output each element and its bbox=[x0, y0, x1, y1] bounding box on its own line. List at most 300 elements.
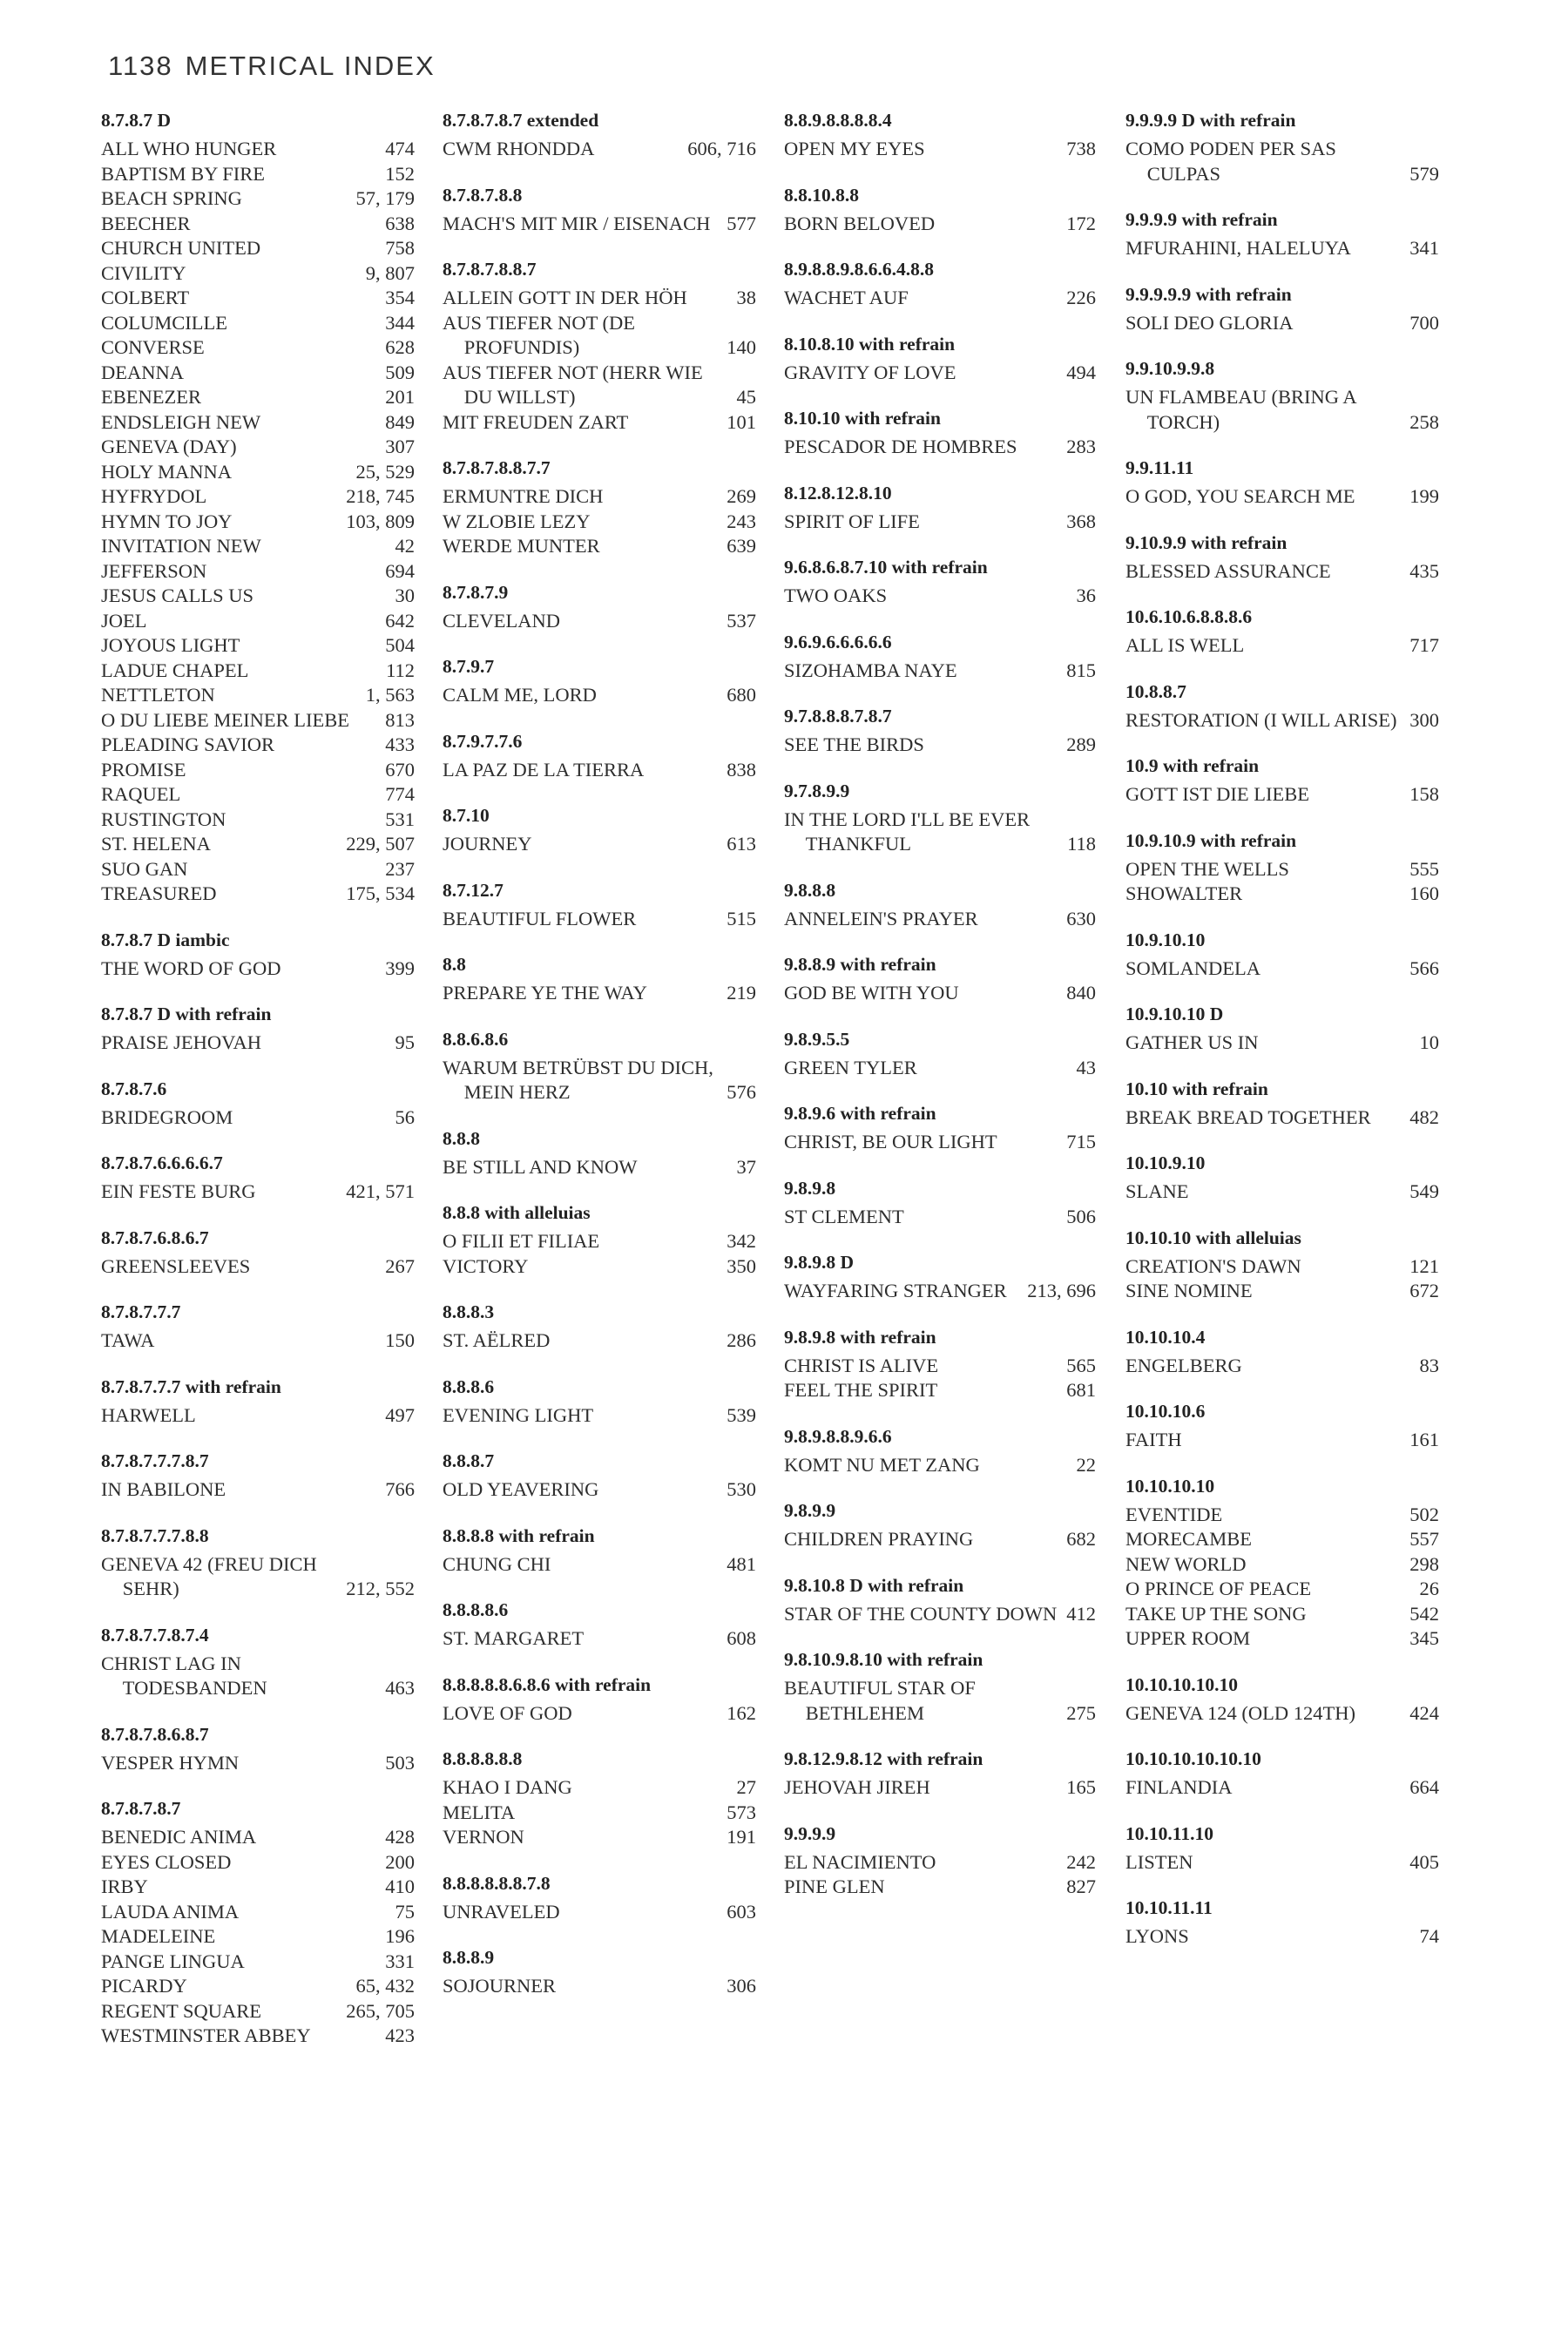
tune-name: GOTT IST DIE LIEBE bbox=[1125, 783, 1310, 805]
tune-name: LOVE OF GOD bbox=[443, 1701, 572, 1724]
hymn-numbers: 25, 529 bbox=[355, 460, 415, 483]
hymn-numbers: 83 bbox=[1419, 1354, 1439, 1376]
tune-entry bbox=[443, 212, 756, 237]
hymn-numbers: 504 bbox=[385, 634, 415, 656]
tune-entry bbox=[784, 1205, 1096, 1230]
hymn-numbers: 682 bbox=[1066, 1528, 1096, 1550]
meter-section bbox=[443, 1200, 756, 1279]
hymn-numbers: 670 bbox=[385, 758, 415, 781]
meter-section bbox=[443, 878, 756, 932]
tune-name: OPEN MY EYES bbox=[784, 138, 925, 159]
tune-name: BRIDEGROOM bbox=[101, 1105, 233, 1128]
meter-heading: 8.7.8.7 D iambic bbox=[101, 929, 230, 950]
hymn-numbers: 410 bbox=[385, 1876, 415, 1897]
tune-entry bbox=[101, 1924, 415, 1950]
meter-section bbox=[443, 803, 756, 857]
tune-name: DEANNA bbox=[101, 361, 184, 383]
tune-name: BENEDIC ANIMA bbox=[101, 1826, 257, 1848]
hymn-numbers: 218, 745 bbox=[346, 485, 415, 507]
meter-heading: 8.7.8.7.6.8.6.7 bbox=[101, 1227, 209, 1248]
meter-heading: 8.7.8.7.9 bbox=[443, 581, 509, 603]
tune-entry bbox=[443, 907, 756, 932]
meter-heading: 9.6.8.6.8.7.10 with refrain bbox=[784, 557, 988, 578]
meter-heading: 8.7.8.7.8.7 bbox=[101, 1798, 181, 1819]
tune-name: JOURNEY bbox=[443, 833, 532, 855]
hymn-numbers: 103, 809 bbox=[346, 510, 415, 532]
meter-heading: 9.8.9.8.8.9.6.6 bbox=[784, 1425, 892, 1447]
tune-entry bbox=[784, 1602, 1096, 1627]
meter-section bbox=[443, 1524, 756, 1578]
meter-heading: 8.7.9.7.7.6 bbox=[443, 730, 523, 752]
meter-heading: 9.8.9.8 bbox=[784, 1177, 836, 1199]
meter-section bbox=[784, 555, 1096, 609]
tune-entry bbox=[443, 1477, 756, 1503]
meter-heading: 10.10.11.10 bbox=[1125, 1822, 1213, 1844]
meter-section bbox=[101, 1002, 415, 1056]
meter-section bbox=[1125, 1399, 1439, 1453]
meter-heading: 9.8.9.6 with refrain bbox=[784, 1103, 936, 1124]
tune-name: SUO GAN bbox=[101, 857, 188, 880]
tune-name: SPIRIT OF LIFE bbox=[784, 510, 920, 532]
tune-name: SOMLANDELA bbox=[1125, 956, 1260, 979]
tune-name: SOJOURNER bbox=[443, 1975, 557, 1997]
hymn-numbers: 700 bbox=[1409, 311, 1439, 334]
meter-heading: 10.10.10.10 bbox=[1125, 1475, 1215, 1497]
tune-entry bbox=[1125, 1254, 1439, 1280]
hymn-numbers: 531 bbox=[385, 808, 415, 830]
hymn-numbers: 613 bbox=[727, 833, 756, 855]
page-title: METRICAL INDEX bbox=[185, 51, 436, 81]
tune-name: UPPER ROOM bbox=[1125, 1627, 1251, 1649]
tune-entry bbox=[443, 510, 756, 535]
meter-heading: 8.12.8.12.8.10 bbox=[784, 482, 892, 504]
meter-heading: 8.7.8.7.7.7.8.8 bbox=[101, 1524, 209, 1546]
tune-name: WACHET AUF bbox=[784, 287, 909, 308]
hymn-numbers: 150 bbox=[385, 1329, 415, 1351]
meter-section bbox=[1125, 282, 1439, 336]
tune-entry bbox=[443, 286, 756, 311]
tune-name: LA PAZ DE LA TIERRA bbox=[443, 758, 645, 781]
tune-entry bbox=[101, 286, 415, 311]
hymn-numbers: 606, 716 bbox=[687, 138, 756, 159]
hymn-numbers: 350 bbox=[727, 1254, 756, 1277]
meter-section bbox=[443, 729, 756, 783]
hymn-numbers: 30 bbox=[395, 585, 415, 606]
meter-section bbox=[784, 257, 1096, 311]
meter-section bbox=[443, 952, 756, 1006]
index-columns bbox=[0, 108, 1568, 2321]
meter-section bbox=[1125, 1747, 1439, 1801]
meter-section bbox=[101, 1077, 415, 1131]
tune-entry bbox=[784, 659, 1096, 684]
tune-entry bbox=[784, 733, 1096, 758]
tune-name: MORECAMBE bbox=[1125, 1528, 1253, 1550]
meter-section bbox=[1125, 679, 1439, 733]
meter-section bbox=[784, 1027, 1096, 1081]
hymn-numbers: 481 bbox=[727, 1552, 756, 1575]
tune-entry bbox=[101, 956, 415, 982]
tune-entry bbox=[784, 1527, 1096, 1552]
meter-section bbox=[1125, 108, 1439, 186]
hymn-numbers: 680 bbox=[727, 684, 756, 706]
tune-entry bbox=[1125, 311, 1439, 336]
tune-name: O FILII ET FILIAE bbox=[443, 1230, 600, 1252]
tune-entry bbox=[101, 1900, 415, 1925]
tune-entry bbox=[443, 410, 756, 436]
meter-heading: 8.8.8.8.8.8 bbox=[443, 1748, 523, 1769]
meter-heading: 9.8.9.8 D bbox=[784, 1252, 855, 1273]
tune-name: JEFFERSON bbox=[101, 559, 207, 582]
hymn-numbers: 45 bbox=[736, 386, 756, 408]
meter-heading: 9.7.8.9.9 bbox=[784, 780, 850, 801]
hymn-numbers: 37 bbox=[736, 1155, 756, 1178]
meter-section bbox=[784, 704, 1096, 758]
tune-entry bbox=[784, 1354, 1096, 1379]
hymn-numbers: 497 bbox=[385, 1403, 415, 1426]
hymn-numbers: 435 bbox=[1409, 559, 1439, 582]
hymn-numbers: 118 bbox=[1067, 833, 1096, 855]
tune-name: PANGE LINGUA bbox=[101, 1950, 245, 1972]
meter-section bbox=[1125, 207, 1439, 261]
tune-entry bbox=[101, 410, 415, 436]
tune-entry bbox=[784, 1453, 1096, 1478]
hymn-numbers: 306 bbox=[727, 1975, 756, 1997]
hymn-numbers: 474 bbox=[385, 138, 415, 159]
tune-name: NEW WORLD bbox=[1125, 1552, 1247, 1575]
tune-entry bbox=[101, 683, 415, 708]
hymn-numbers: 267 bbox=[385, 1254, 415, 1277]
tune-name: BE STILL AND KNOW bbox=[443, 1155, 638, 1178]
meter-section bbox=[784, 1647, 1096, 1726]
tune-entry bbox=[443, 1155, 756, 1180]
hymn-numbers: 160 bbox=[1409, 882, 1439, 904]
tune-name: PREPARE YE THE WAY bbox=[443, 982, 647, 1004]
hymn-numbers: 664 bbox=[1409, 1776, 1439, 1798]
tune-entry bbox=[443, 137, 756, 162]
tune-entry bbox=[443, 1626, 756, 1652]
tune-entry bbox=[101, 1751, 415, 1776]
tune-name: INVITATION NEW bbox=[101, 535, 261, 557]
tune-name: CHILDREN PRAYING bbox=[784, 1528, 974, 1550]
meter-heading: 8.10.10 with refrain bbox=[784, 408, 941, 429]
hymn-numbers: 152 bbox=[385, 162, 415, 185]
tune-name: PRAISE JEHOVAH bbox=[101, 1031, 261, 1053]
hymn-numbers: 341 bbox=[1409, 237, 1439, 259]
meter-heading: 8.8.9.8.8.8.8.4 bbox=[784, 110, 892, 131]
hymn-numbers: 423 bbox=[385, 2024, 415, 2046]
hymn-numbers: 774 bbox=[385, 783, 415, 805]
tune-name: BORN BELOVED bbox=[784, 212, 936, 234]
hymn-numbers: 158 bbox=[1409, 783, 1439, 805]
hymn-numbers: 9, 807 bbox=[365, 261, 415, 284]
tune-name: LADUE CHAPEL bbox=[101, 659, 249, 681]
hymn-numbers: 289 bbox=[1066, 733, 1096, 755]
tune-entry bbox=[1125, 137, 1439, 186]
meter-heading: 9.8.8.8 bbox=[784, 879, 836, 901]
hymn-numbers: 766 bbox=[385, 1478, 415, 1500]
tune-entry bbox=[101, 1850, 415, 1876]
tune-entry bbox=[443, 534, 756, 559]
hymn-numbers: 74 bbox=[1419, 1925, 1439, 1947]
meter-section bbox=[443, 580, 756, 634]
tune-name: IN THE LORD I'LL BE EVER THANKFUL bbox=[784, 808, 1031, 855]
tune-name: AUS TIEFER NOT (HERR WIE DU WILLST) bbox=[443, 361, 703, 408]
tune-entry bbox=[443, 484, 756, 510]
index-column-3 bbox=[784, 108, 1096, 1921]
tune-name: THE WORD OF GOD bbox=[101, 956, 281, 979]
tune-name: TAKE UP THE SONG bbox=[1125, 1602, 1307, 1625]
meter-section bbox=[1125, 1325, 1439, 1379]
meter-section bbox=[784, 1821, 1096, 1900]
tune-name: O PRINCE OF PEACE bbox=[1125, 1578, 1312, 1599]
meter-heading: 8.8.8.8.8.6.8.6 with refrain bbox=[443, 1673, 652, 1695]
tune-entry bbox=[101, 1477, 415, 1503]
meter-section bbox=[443, 1747, 756, 1850]
tune-name: ST. HELENA bbox=[101, 833, 211, 855]
tune-entry bbox=[443, 1974, 756, 1999]
tune-name: CHUNG CHI bbox=[443, 1552, 551, 1575]
meter-section bbox=[1125, 605, 1439, 659]
meter-section bbox=[784, 1498, 1096, 1552]
hymn-numbers: 307 bbox=[385, 436, 415, 457]
tune-entry bbox=[443, 1552, 756, 1578]
tune-name: GOD BE WITH YOU bbox=[784, 982, 959, 1004]
meter-heading: 8.8.8.8.6 bbox=[443, 1599, 509, 1620]
tune-entry bbox=[443, 311, 756, 361]
tune-name: CHRIST IS ALIVE bbox=[784, 1354, 939, 1376]
tune-name: BEACH SPRING bbox=[101, 187, 242, 209]
tune-entry bbox=[101, 633, 415, 659]
meter-heading: 8.8.8.8 with refrain bbox=[443, 1524, 595, 1546]
tune-entry bbox=[101, 2024, 415, 2049]
meter-heading: 10.9.10.9 with refrain bbox=[1125, 829, 1297, 851]
tune-entry bbox=[101, 1875, 415, 1900]
tune-entry bbox=[1125, 633, 1439, 659]
tune-name: HYMN TO JOY bbox=[101, 510, 233, 532]
hymn-numbers: 639 bbox=[727, 535, 756, 557]
meter-section bbox=[101, 1449, 415, 1503]
hymn-numbers: 345 bbox=[1409, 1627, 1439, 1649]
tune-entry bbox=[784, 1775, 1096, 1801]
hymn-numbers: 758 bbox=[385, 237, 415, 259]
hymn-numbers: 201 bbox=[385, 386, 415, 408]
meter-section bbox=[1125, 456, 1439, 510]
tune-entry bbox=[101, 484, 415, 510]
tune-name: STAR OF THE COUNTY DOWN bbox=[784, 1602, 1058, 1625]
meter-heading: 9.8.12.9.8.12 with refrain bbox=[784, 1748, 983, 1769]
hymn-numbers: 577 bbox=[727, 212, 756, 234]
tune-name: SHOWALTER bbox=[1125, 882, 1243, 904]
hymn-numbers: 27 bbox=[736, 1776, 756, 1798]
hymn-numbers: 642 bbox=[385, 609, 415, 632]
tune-name: TAWA bbox=[101, 1329, 155, 1351]
meter-heading: 10.10.10.10.10 bbox=[1125, 1673, 1238, 1695]
tune-entry bbox=[784, 1279, 1096, 1304]
tune-entry bbox=[101, 1254, 415, 1280]
tune-name: MIT FREUDEN ZART bbox=[443, 410, 629, 433]
hymn-numbers: 219 bbox=[727, 982, 756, 1004]
tune-name: HOLY MANNA bbox=[101, 460, 233, 483]
index-column-2 bbox=[443, 108, 756, 2020]
tune-entry bbox=[101, 1652, 415, 1701]
hymn-numbers: 630 bbox=[1066, 907, 1096, 929]
meter-section bbox=[784, 406, 1096, 460]
tune-entry bbox=[443, 1229, 756, 1254]
meter-heading: 8.7.8.7.8.8 bbox=[443, 184, 523, 206]
meter-section bbox=[443, 456, 756, 559]
meter-section bbox=[101, 1722, 415, 1776]
hymn-numbers: 849 bbox=[385, 410, 415, 433]
tune-name: CHRIST LAG IN TODESBANDEN bbox=[101, 1652, 267, 1699]
meter-section bbox=[101, 1300, 415, 1354]
tune-name: ERMUNTRE DICH bbox=[443, 485, 604, 507]
tune-name: SINE NOMINE bbox=[1125, 1280, 1253, 1301]
hymn-numbers: 405 bbox=[1409, 1850, 1439, 1873]
meter-heading: 9.8.9.9 bbox=[784, 1500, 836, 1521]
meter-section bbox=[784, 1747, 1096, 1801]
hymn-numbers: 101 bbox=[727, 410, 756, 433]
tune-name: SOLI DEO GLORIA bbox=[1125, 311, 1294, 334]
tune-entry bbox=[1125, 882, 1439, 907]
tune-entry bbox=[784, 808, 1096, 857]
tune-name: W ZLOBIE LEZY bbox=[443, 510, 591, 532]
tune-entry bbox=[101, 162, 415, 187]
tune-entry bbox=[1125, 1179, 1439, 1205]
tune-entry bbox=[1125, 708, 1439, 733]
tune-entry bbox=[443, 1254, 756, 1280]
hymn-numbers: 172 bbox=[1066, 212, 1096, 234]
meter-heading: 10.6.10.6.8.8.8.6 bbox=[1125, 606, 1253, 627]
tune-name: CWM RHONDDA bbox=[443, 138, 595, 159]
index-column-4 bbox=[1125, 108, 1439, 1970]
tune-name: HYFRYDOL bbox=[101, 485, 207, 507]
meter-section bbox=[101, 928, 415, 982]
tune-entry bbox=[101, 236, 415, 261]
hymn-numbers: 342 bbox=[727, 1230, 756, 1252]
meter-heading: 8.8.8.3 bbox=[443, 1301, 495, 1322]
meter-heading: 10.10.10.10.10.10 bbox=[1125, 1748, 1261, 1769]
meter-section bbox=[784, 1250, 1096, 1304]
tune-name: ST CLEMENT bbox=[784, 1205, 904, 1227]
tune-entry bbox=[443, 361, 756, 410]
hymn-numbers: 36 bbox=[1076, 585, 1096, 606]
meter-section bbox=[443, 1598, 756, 1652]
hymn-numbers: 738 bbox=[1066, 138, 1096, 159]
tune-entry bbox=[443, 1056, 756, 1105]
tune-name: ALLEIN GOTT IN DER HÖH bbox=[443, 287, 687, 308]
tune-entry bbox=[101, 559, 415, 585]
tune-entry bbox=[784, 286, 1096, 311]
tune-name: GREENSLEEVES bbox=[101, 1254, 251, 1277]
meter-section bbox=[443, 108, 756, 162]
tune-entry bbox=[101, 261, 415, 287]
meter-heading: 8.7.8.7.8.8.7.7 bbox=[443, 457, 551, 478]
meter-section bbox=[101, 1796, 415, 2049]
hymn-numbers: 38 bbox=[736, 287, 756, 308]
tune-name: COMO PODEN PER SAS CULPAS bbox=[1125, 138, 1336, 185]
meter-section bbox=[443, 1126, 756, 1180]
tune-name: FEEL THE SPIRIT bbox=[784, 1379, 938, 1401]
meter-section bbox=[1125, 1821, 1439, 1876]
meter-heading: 10.9.10.10 bbox=[1125, 929, 1206, 950]
hymn-numbers: 43 bbox=[1076, 1056, 1096, 1078]
tune-entry bbox=[443, 609, 756, 634]
tune-entry bbox=[101, 385, 415, 410]
hymn-numbers: 298 bbox=[1409, 1552, 1439, 1575]
index-column-1 bbox=[101, 108, 415, 2070]
tune-entry bbox=[101, 808, 415, 833]
tune-name: VERNON bbox=[443, 1826, 524, 1848]
tune-entry bbox=[784, 510, 1096, 535]
tune-name: GENEVA 42 (FREU DICH SEHR) bbox=[101, 1552, 317, 1599]
tune-entry bbox=[1125, 1552, 1439, 1578]
tune-name: JESUS CALLS US bbox=[101, 585, 254, 606]
tune-name: BAPTISM BY FIRE bbox=[101, 162, 265, 185]
hymn-numbers: 421, 571 bbox=[346, 1180, 415, 1202]
meter-heading: 9.8.10.9.8.10 with refrain bbox=[784, 1649, 983, 1670]
tune-name: O GOD, YOU SEARCH ME bbox=[1125, 485, 1355, 507]
tune-name: ST. AËLRED bbox=[443, 1329, 551, 1351]
hymn-numbers: 161 bbox=[1409, 1429, 1439, 1450]
meter-heading: 8.7.8.7 D with refrain bbox=[101, 1004, 272, 1024]
tune-name: REGENT SQUARE bbox=[101, 1999, 261, 2022]
meter-section bbox=[443, 183, 756, 237]
meter-heading: 8.7.8.7.7.7 bbox=[101, 1301, 181, 1322]
hymn-numbers: 672 bbox=[1409, 1280, 1439, 1301]
hymn-numbers: 694 bbox=[385, 559, 415, 582]
hymn-numbers: 715 bbox=[1066, 1131, 1096, 1152]
hymn-numbers: 243 bbox=[727, 510, 756, 532]
tune-entry bbox=[1125, 1701, 1439, 1727]
hymn-numbers: 506 bbox=[1066, 1205, 1096, 1227]
hymn-numbers: 331 bbox=[385, 1950, 415, 1972]
hymn-numbers: 200 bbox=[385, 1850, 415, 1873]
tune-name: IN BABILONE bbox=[101, 1478, 226, 1500]
hymn-numbers: 539 bbox=[727, 1403, 756, 1426]
tune-entry bbox=[101, 733, 415, 758]
meter-heading: 8.8.8.6 bbox=[443, 1375, 495, 1397]
tune-name: BLESSED ASSURANCE bbox=[1125, 559, 1331, 582]
hymn-numbers: 242 bbox=[1066, 1850, 1096, 1873]
tune-name: HARWELL bbox=[101, 1403, 196, 1426]
hymn-numbers: 433 bbox=[385, 733, 415, 755]
hymn-numbers: 191 bbox=[727, 1826, 756, 1848]
tune-entry bbox=[101, 758, 415, 783]
tune-name: ALL WHO HUNGER bbox=[101, 138, 277, 159]
meter-heading: 10.8.8.7 bbox=[1125, 680, 1186, 702]
tune-name: PLEADING SAVIOR bbox=[101, 733, 274, 755]
hymn-numbers: 140 bbox=[727, 336, 756, 358]
hymn-numbers: 576 bbox=[727, 1081, 756, 1103]
hymn-numbers: 815 bbox=[1066, 659, 1096, 681]
tune-name: BEAUTIFUL FLOWER bbox=[443, 907, 637, 929]
hymn-numbers: 56 bbox=[395, 1105, 415, 1128]
meter-section bbox=[443, 1300, 756, 1354]
meter-heading: 9.9.9.9 bbox=[784, 1822, 836, 1844]
meter-section bbox=[1125, 1226, 1439, 1304]
tune-name: LISTEN bbox=[1125, 1850, 1193, 1873]
meter-section bbox=[101, 1375, 415, 1429]
tune-entry bbox=[101, 335, 415, 361]
tune-name: LAUDA ANIMA bbox=[101, 1900, 240, 1923]
hymn-numbers: 399 bbox=[385, 956, 415, 979]
meter-section bbox=[784, 1325, 1096, 1403]
meter-heading: 8.7.9.7 bbox=[443, 656, 495, 677]
meter-heading: 8.8.6.8.6 bbox=[443, 1028, 509, 1050]
hymn-numbers: 557 bbox=[1409, 1528, 1439, 1550]
tune-entry bbox=[101, 435, 415, 460]
tune-name: RUSTINGTON bbox=[101, 808, 226, 830]
